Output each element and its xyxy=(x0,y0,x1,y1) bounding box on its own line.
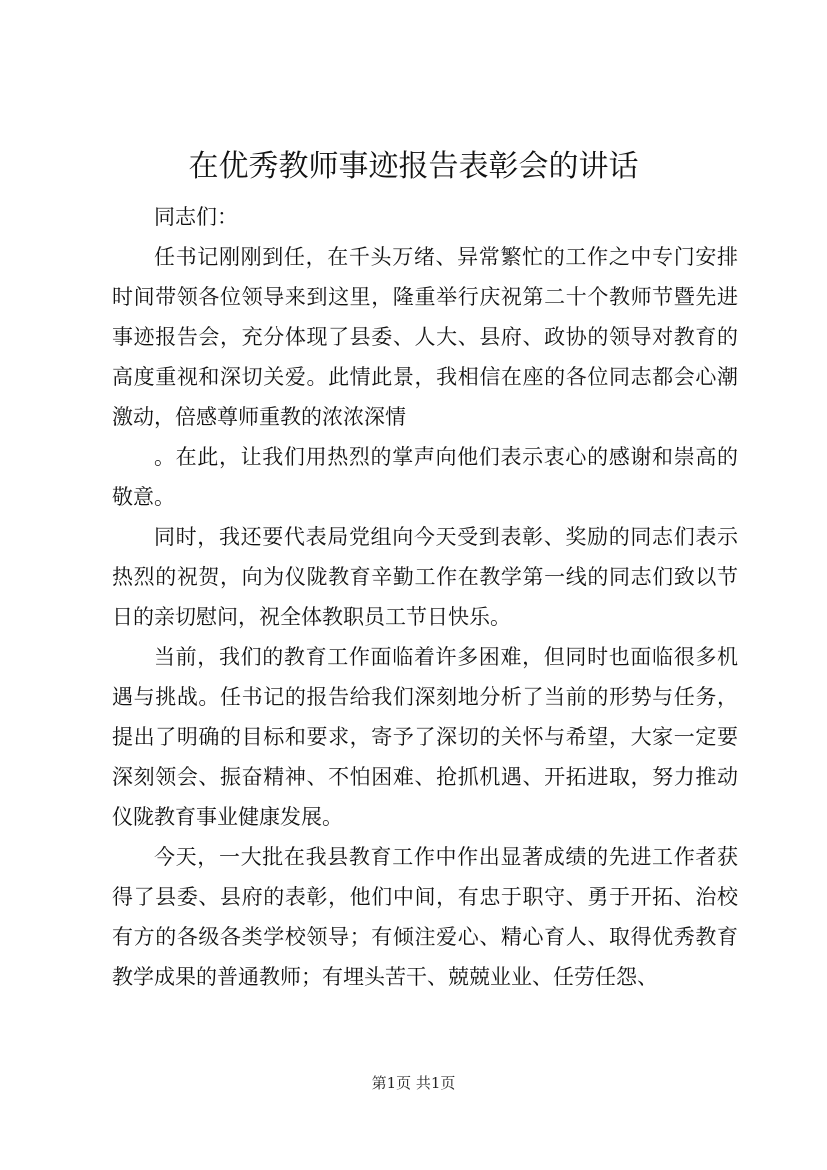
paragraph-4: 当前，我们的教育工作面临着许多困难，但同时也面临很多机遇与挑战。任书记的报告给我们深刻地分析了当前的形势与任务，提出了明确的目标和要求，寄予了深切的关怀与希望，大家一定要深刻领会、振奋精神、不怕困难、抢抓机遇、开拓进取，努力推动仪陇教育事业健康发展。 xyxy=(112,645,738,829)
paragraph-2: 。在此，让我们用热烈的掌声向他们表示衷心的感谢和崇高的敬意。 xyxy=(112,445,738,509)
page-footer: 第1页 共1页 xyxy=(371,1074,456,1092)
paragraph-1: 任书记刚刚到任，在千头万绪、异常繁忙的工作之中专门安排时间带领各位领导来到这里，隆重举行庆祝第二十个教师节暨先进事迹报告会，充分体现了县委、人大、县府、政协的领导对教育的高度重视和深切关爱。此情此景，我相信在座的各位同志都会心潮激动，倍感尊师重教的浓浓深情 xyxy=(112,245,738,429)
paragraph-5: 今天，一大批在我县教育工作中作出显著成绩的先进工作者获得了县委、县府的表彰，他们中间，有忠于职守、勇于开拓、治校有方的各级各类学校领导；有倾注爱心、精心育人、取得优秀教育教学成果的普通教师；有埋头苦干、兢兢业业、任劳任怨、 xyxy=(112,845,738,989)
paragraph-3: 同时，我还要代表局党组向今天受到表彰、奖励的同志们表示热烈的祝贺，向为仪陇教育辛勤工作在教学第一线的同志们致以节日的亲切慰问，祝全体教职员工节日快乐。 xyxy=(112,525,738,629)
paragraph-greeting: 同志们： xyxy=(154,205,238,229)
document-title: 在优秀教师事迹报告表彰会的讲话 xyxy=(188,149,639,184)
document-body xyxy=(112,197,738,997)
